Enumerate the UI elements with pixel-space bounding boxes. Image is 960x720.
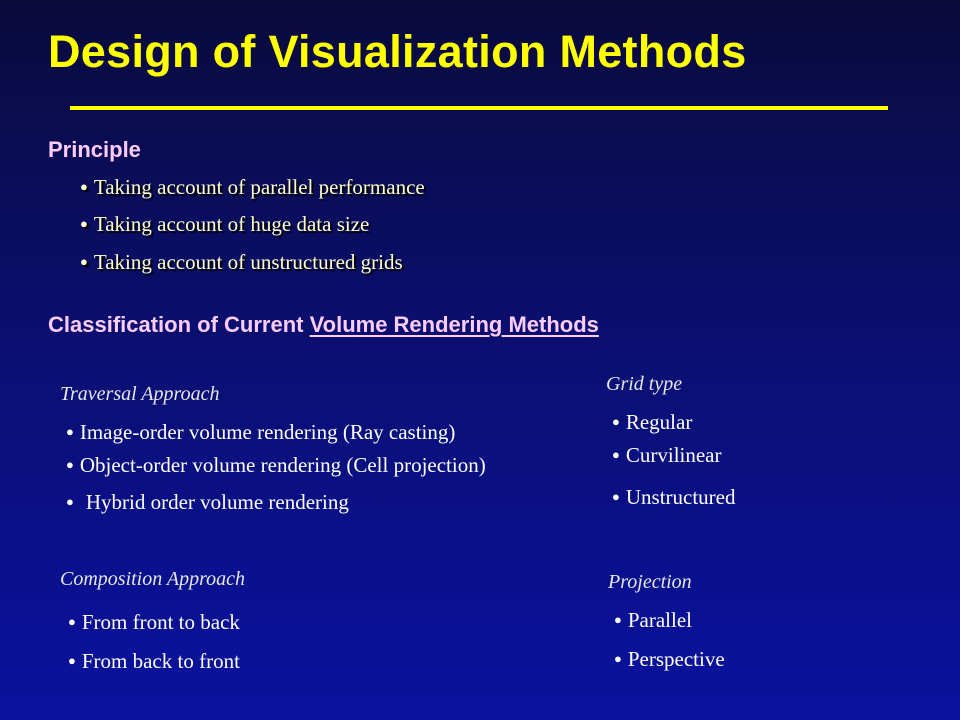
bullet-dot-icon: ● [612, 414, 620, 429]
composition-heading: Composition Approach [60, 568, 246, 590]
composition-item [68, 649, 240, 674]
bullet-dot-icon: ● [612, 489, 620, 504]
composition-item-label: From front to back [81, 610, 240, 634]
bullet-dot-icon: ● [80, 179, 88, 194]
traversal-item [66, 453, 486, 478]
principle-heading: Principle [48, 137, 141, 162]
principle-item [80, 250, 403, 275]
grid-type-item [612, 443, 722, 468]
grid-type-item-label: Regular [625, 410, 693, 434]
projection-item [614, 647, 725, 672]
projection-heading: Projection [608, 571, 692, 593]
grid-type-item-label: Curvilinear [625, 443, 722, 467]
traversal-item-label: Object-order volume rendering (Cell projection) [79, 453, 486, 477]
projection-item-label: Perspective [627, 647, 725, 671]
principle-item [80, 175, 425, 200]
principle-item-label: Taking account of unstructured grids [93, 250, 403, 274]
slide-title: Design of Visualization Methods [48, 26, 747, 77]
bullet-dot-icon: ● [66, 457, 74, 472]
traversal-item [66, 420, 455, 445]
principle-item [80, 212, 369, 237]
traversal-item-label: Hybrid order volume rendering [85, 490, 349, 514]
traversal-item-label: Image-order volume rendering (Ray casting) [79, 420, 456, 444]
bullet-dot-icon: ● [68, 653, 76, 668]
composition-item [68, 610, 240, 635]
principle-item-label: Taking account of parallel performance [93, 175, 425, 199]
bullet-dot-icon: ● [612, 447, 620, 462]
grid-type-heading: Grid type [606, 373, 683, 395]
projection-item-label: Parallel [627, 608, 692, 632]
principle-item-label: Taking account of huge data size [93, 212, 370, 236]
bullet-dot-icon: ● [614, 612, 622, 627]
volume-rendering-methods-link[interactable]: Volume Rendering Methods [309, 312, 599, 337]
bullet-dot-icon: ● [80, 216, 88, 231]
projection-item [614, 608, 692, 633]
title-underline [70, 106, 888, 110]
composition-item-label: From back to front [81, 649, 240, 673]
grid-type-item [612, 410, 692, 435]
grid-type-item [612, 485, 736, 510]
bullet-dot-icon: ● [68, 614, 76, 629]
traversal-heading: Traversal Approach [60, 383, 220, 405]
classification-heading-prefix: Classification of Current [48, 312, 304, 337]
bullet-dot-icon: ● [80, 254, 88, 269]
traversal-item [66, 490, 349, 515]
classification-heading [48, 312, 599, 338]
bullet-dot-icon: ● [614, 651, 622, 666]
bullet-dot-icon: ● [66, 424, 74, 439]
bullet-dot-icon: ● [66, 494, 74, 509]
grid-type-item-label: Unstructured [625, 485, 736, 509]
